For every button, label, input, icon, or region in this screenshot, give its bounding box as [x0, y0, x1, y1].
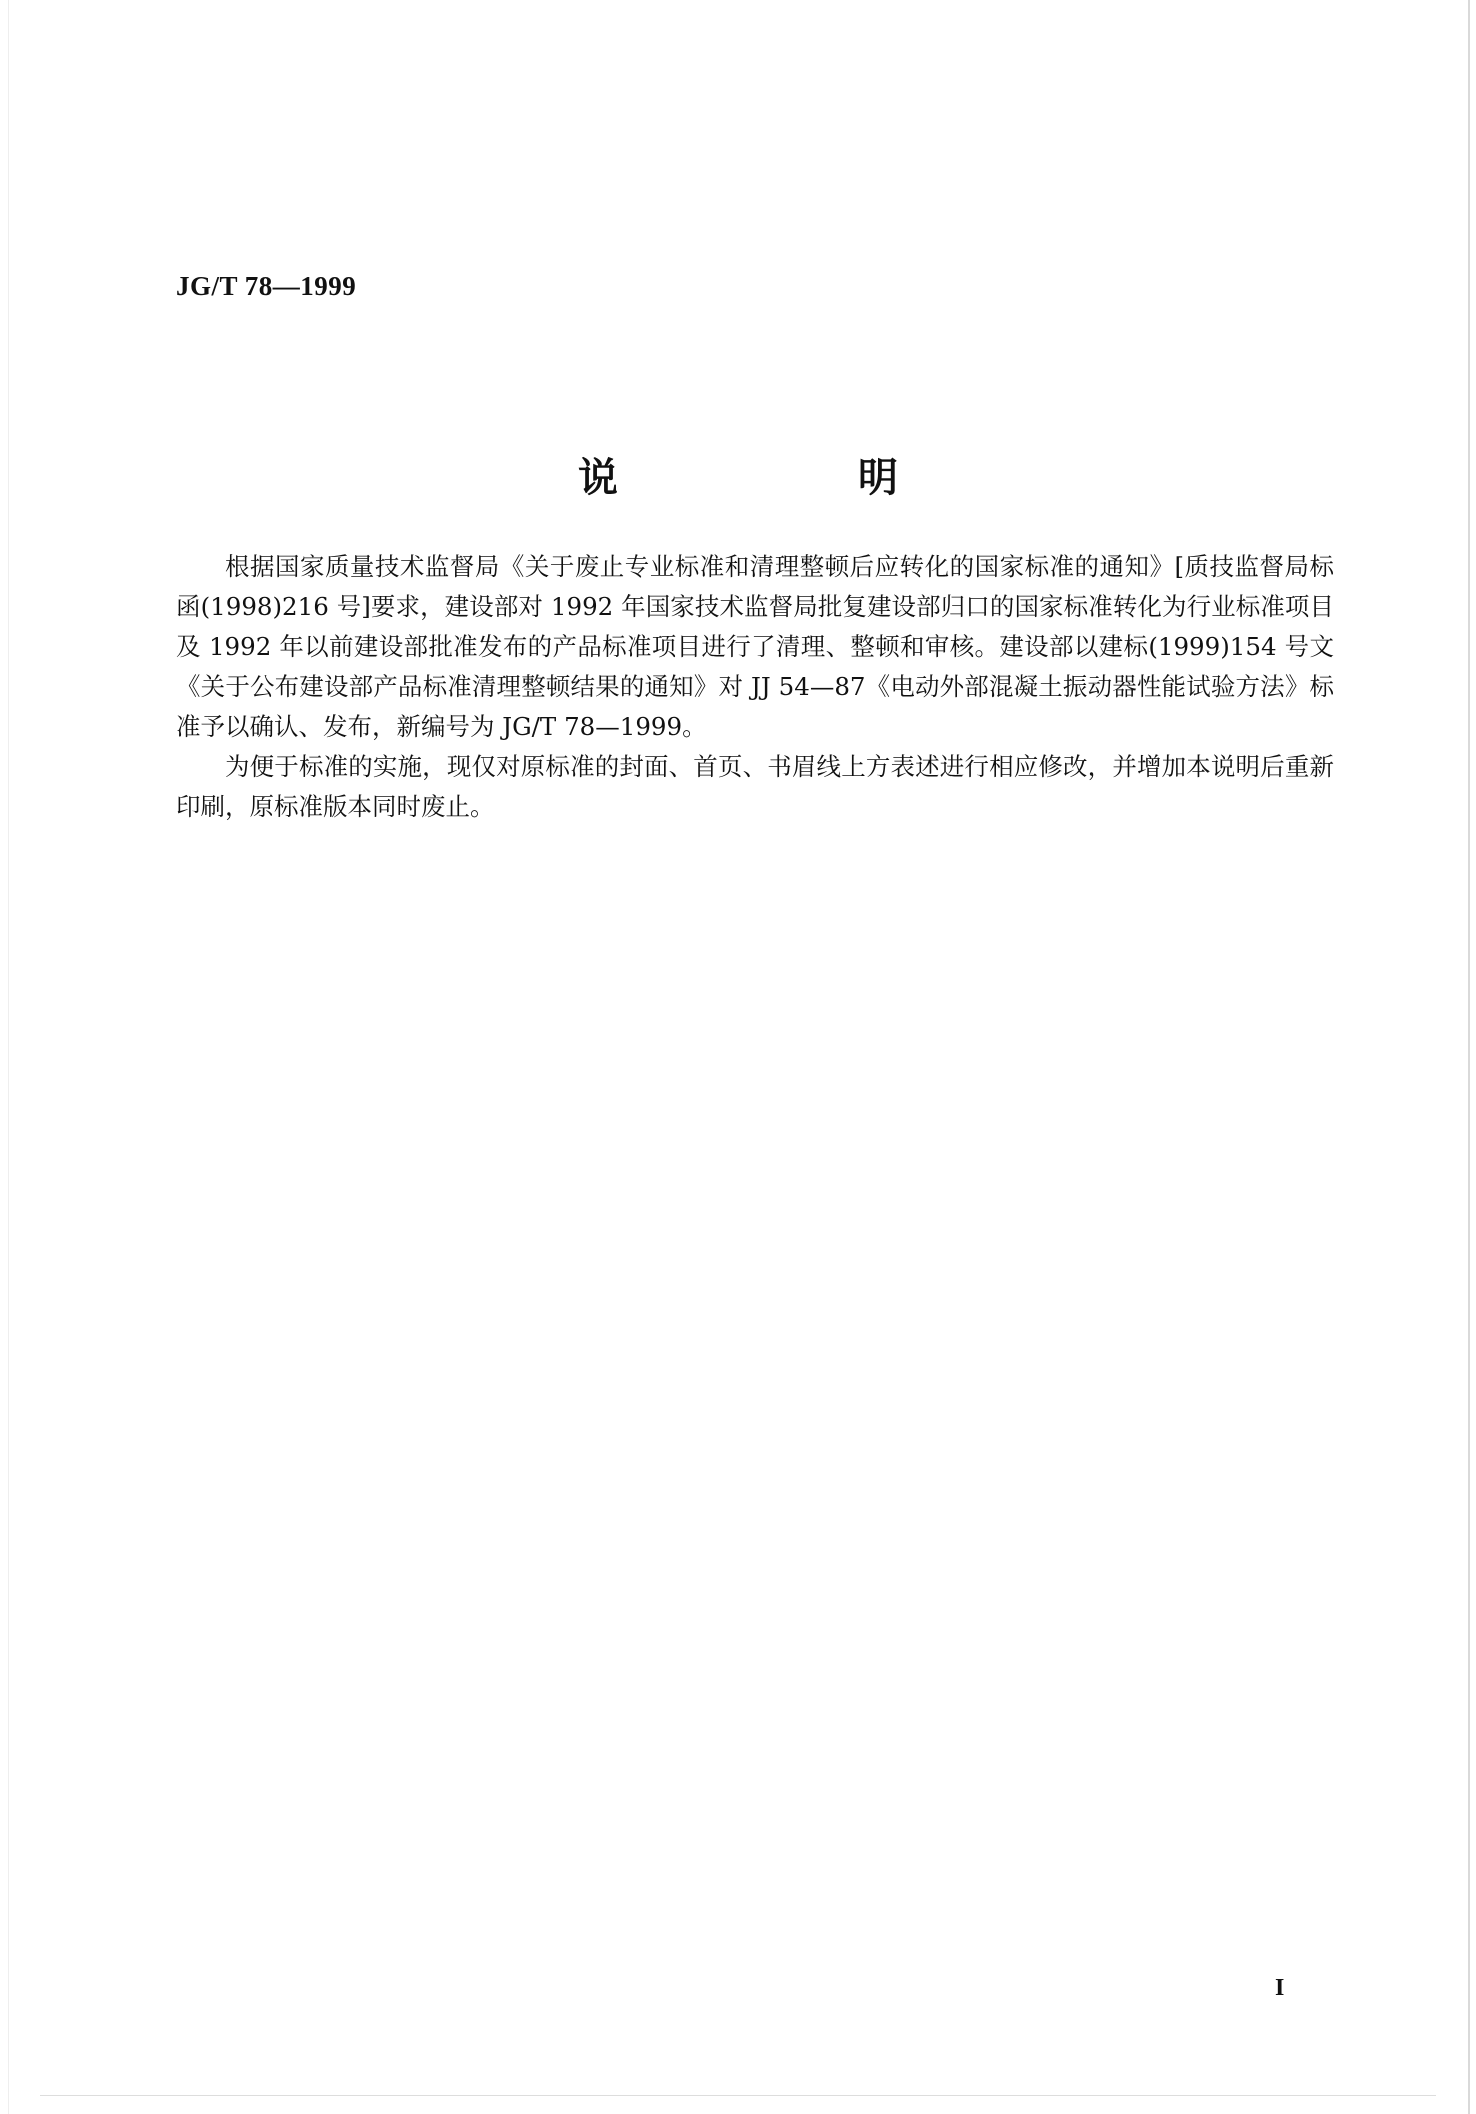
standard-code-header: JG/T 78—1999 [176, 271, 357, 301]
page-number: I [1275, 1975, 1285, 2001]
scan-edge-bottom [40, 2095, 1436, 2096]
scan-edge-right [1468, 0, 1470, 2114]
paragraph-2: 为便于标准的实施，现仅对原标准的封面、首页、书眉线上方表述进行相应修改，并增加本说明后重新印刷，原标准版本同时废止。 [176, 752, 1334, 821]
paragraph-1: 根据国家质量技术监督局《关于废止专业标准和清理整顿后应转化的国家标准的通知》[质技监督局标函(1998)216 号]要求，建设部对 1992 年国家技术监督局批复建设部归口的国家标准转化为行业标准项目及 1992 年以前建设部批准发布的产品标准项目进行了清理、整顿和审核。建设部以建标(1999)154 号文《关于公布建设部产品标准清理整顿结果的通知》对 JJ 54—87《电动外部混凝土振动器性能试验方法》标准予以确认、发布，新编号为 JG/T 78—1999。 [176, 552, 1334, 741]
scan-edge-left [8, 0, 9, 2114]
page-title: 说 明 [578, 454, 998, 501]
body-text [176, 547, 1334, 827]
